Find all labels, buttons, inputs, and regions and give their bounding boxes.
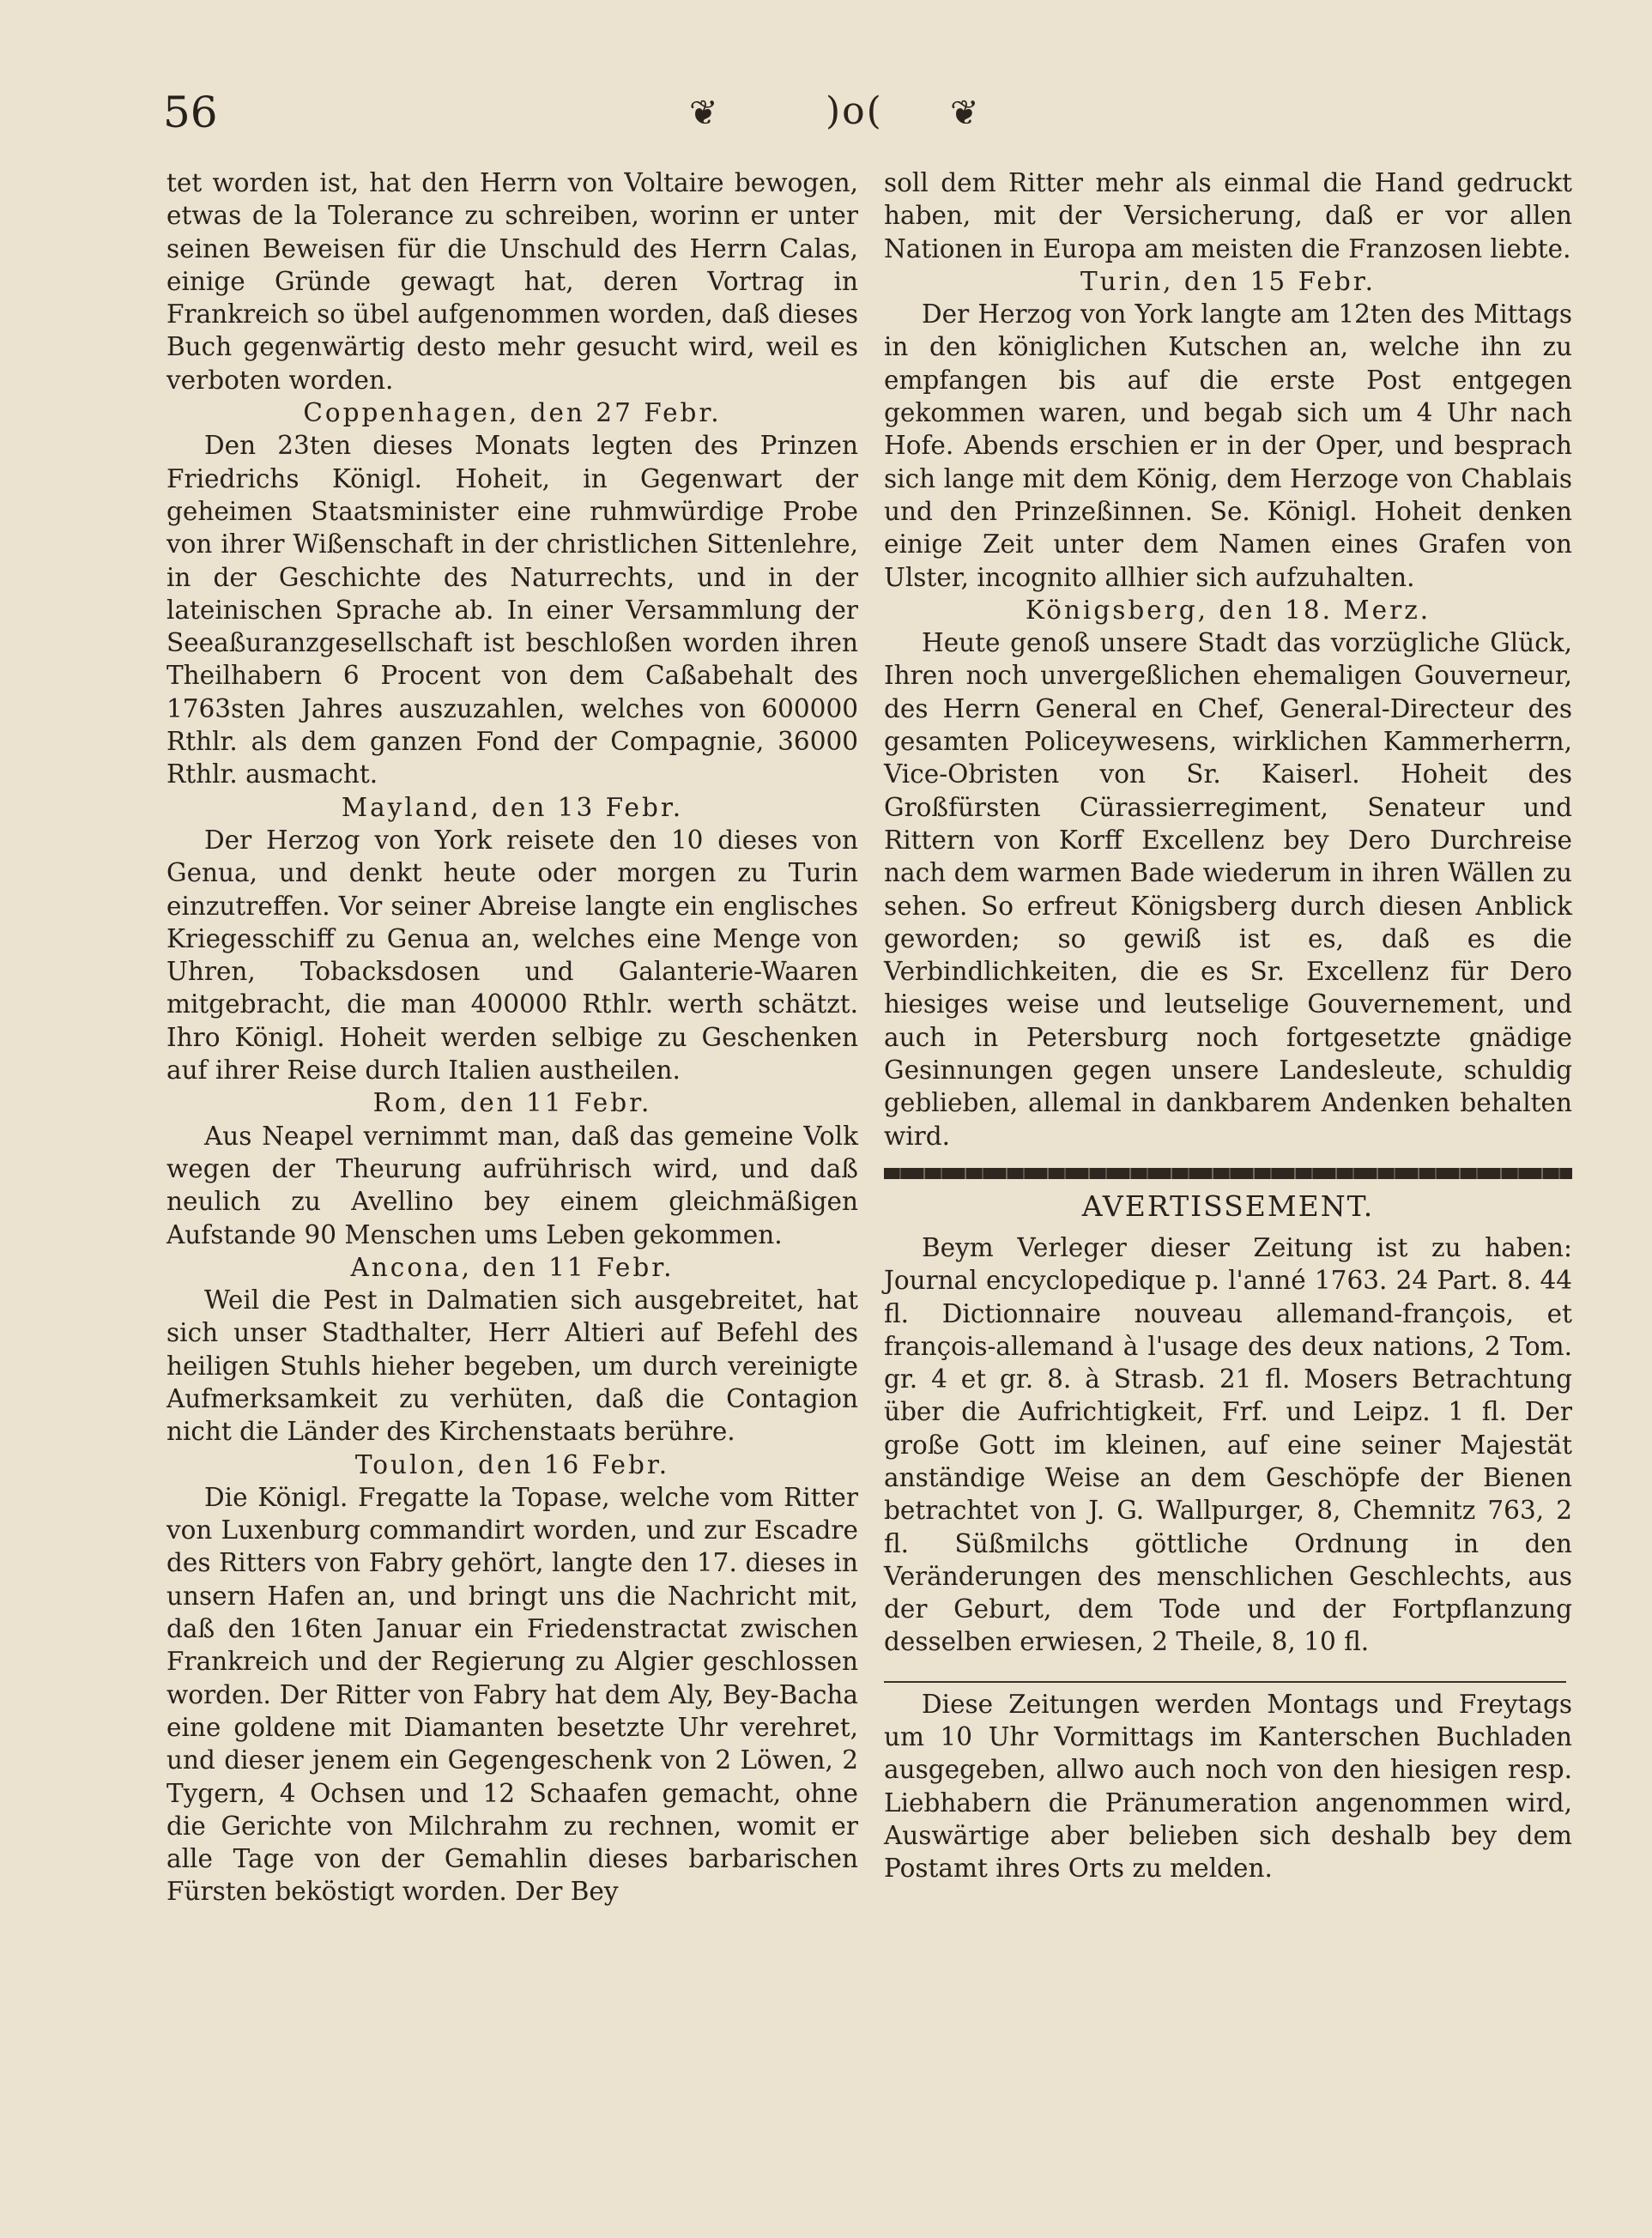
ancona-dateline: Ancona, den 11 Febr. bbox=[350, 1252, 675, 1282]
avertissement-heading: AVERTISSEMENT. bbox=[1081, 1189, 1375, 1223]
shell-ornament-icon: ❦ bbox=[950, 94, 979, 133]
center-ornament: )o( bbox=[826, 89, 883, 133]
page-number: 56 bbox=[163, 88, 218, 137]
shell-ornament-icon: ❦ bbox=[689, 94, 718, 133]
rom-dateline: Rom, den 11 Febr. bbox=[372, 1088, 652, 1118]
publication-notice: Diese Zeitungen werden Montags und Freytags um 10 Uhr Vormittags im Kanterschen Buchladen ausgegeben, allwo auch noch von den hiesigen resp. Liebhabern die Pränumeration angenommen wird, Auswärtige aber belieben sich deshalb bey dem Postamt ihres Orts zu melden. bbox=[884, 1689, 1572, 1884]
voltaire-article-continuation: tet worden ist, hat den Herrn von Voltaire bewogen, etwas de la Tolerance zu schreiben, worinn er unter seinen Beweisen für die Unschuld des Herrn Calas, einige Gründe gewagt hat, deren Vortrag in Frankreich so übel aufgenommen worden, daß dieses Buch gegenwärtig desto mehr gesucht wird, weil es verboten worden. bbox=[166, 168, 858, 395]
koenigsberg-article: Heute genoß unsere Stadt das vorzügliche Glück, Ihren noch unvergeßlichen ehemaligen Gouverneur, des Herrn General en Chef, General-Directeur des gesamten Policeywesens, wirklichen Kammerherrn, Vice-Obristen von Sr. Kaiserl. Hoheit des Großfürsten Cürassierregiment, Senateur und Rittern von Korff Excellenz bey Dero Durchreise nach dem warmen Bade wiederum in ihren Wällen zu sehen. So erfreut Königsberg durch diesen Anblick geworden; so gewiß ist es, daß es die Verbindlichkeiten, die es Sr. Excellenz für Dero hiesiges weise und leutselige Gouvernement, und auch in Petersburg noch fortgesetzte gnädige Gesinnungen gegen unsere Landesleute, schuldig geblieben, allemal in dankbarem Andenken behalten wird. bbox=[884, 628, 1572, 1151]
toulon-article: Die Königl. Fregatte la Topase, welche vom Ritter von Luxenburg commandirt worden, und zur Escadre des Ritters von Fabry gehört, langte den 17. dieses in unsern Hafen an, und bringt uns die Nachricht mit, daß den 16ten Januar ein Friedenstractat zwischen Frankreich und der Regierung zu Algier geschlossen worden. Der Ritter von Fabry hat dem Aly, Bey-Bacha eine goldene mit Diamanten besetzte Uhr verehret, und dieser jenem ein Gegengeschenk von 2 Löwen, 2 Tygern, 4 Ochsen und 12 Schaafen gemacht, ohne die Gerichte von Milchrahm zu rechnen, womit er alle Tage von der Gemahlin dieses barbarischen Fürsten beköstigt worden. Der Bey bbox=[166, 1482, 858, 1907]
mayland-dateline: Mayland, den 13 Febr. bbox=[341, 792, 684, 822]
toulon-article-continuation: soll dem Ritter mehr als einmal die Hand gedruckt haben, mit der Versicherung, daß er vor allen Nationen in Europa am meisten die Franzosen liebte. bbox=[884, 168, 1572, 263]
turin-article: Der Herzog von York langte am 12ten des Mittags in den königlichen Kutschen an, welche ihn zu empfangen bis auf die erste Post entgegen gekommen waren, und begab sich um 4 Uhr nach Hofe. Abends erschien er in der Oper, und besprach sich lange mit dem König, dem Herzoge von Chablais und den Prinzeßinnen. Se. Königl. Hoheit denken einige Zeit unter dem Namen eines Grafen von Ulster, incognito allhier sich aufzuhalten. bbox=[884, 299, 1572, 592]
copenhagen-dateline: Coppenhagen, den 27 Febr. bbox=[303, 398, 722, 428]
left-column bbox=[166, 166, 858, 1908]
turin-dateline: Turin, den 15 Febr. bbox=[1080, 266, 1377, 296]
toulon-dateline: Toulon, den 16 Febr. bbox=[354, 1449, 670, 1479]
rom-article: Aus Neapel vernimmt man, daß das gemeine Volk wegen der Theurung aufrührisch wird, und daß neulich zu Avellino bey einem gleichmäßigen Aufstande 90 Menschen ums Leben gekommen. bbox=[166, 1121, 858, 1249]
koenigsberg-dateline: Königsberg, den 18. Merz. bbox=[1025, 595, 1431, 625]
section-divider bbox=[884, 1168, 1572, 1179]
ancona-article: Weil die Pest in Dalmatien sich ausgebreitet, hat sich unser Stadthalter, Herr Altieri auf Befehl des heiligen Stuhls hieher begeben, um durch vereinigte Aufmerksamkeit zu verhüten, daß die Contagion nicht die Länder des Kirchenstaats berühre. bbox=[166, 1285, 858, 1447]
copenhagen-article: Den 23ten dieses Monats legten des Prinzen Friedrichs Königl. Hoheit, in Gegenwart der geheimen Staatsminister eine ruhmwürdige Probe von ihrer Wißenschaft in der christlichen Sittenlehre, in der Geschichte des Naturrechts, und in der lateinischen Sprache ab. In einer Versammlung der Seeaßuranzgesellschaft ist beschloßen worden ihren Theilhabern 6 Procent von dem Caßabehalt des 1763sten Jahres auszuzahlen, welches von 600000 Rthlr. als dem ganzen Fond der Compagnie, 36000 Rthlr. ausmacht. bbox=[166, 431, 858, 789]
right-column bbox=[884, 166, 1572, 1885]
notice-divider bbox=[884, 1681, 1566, 1683]
mayland-article: Der Herzog von York reisete den 10 dieses von Genua, und denkt heute oder morgen zu Turin einzutreffen. Vor seiner Abreise langte ein englisches Kriegesschiff zu Genua an, welches eine Menge von Uhren, Tobacksdosen und Galanterie-Waaren mitgebracht, die man 400000 Rthlr. werth schätzt. Ihro Königl. Hoheit werden selbige zu Geschenken auf ihrer Reise durch Italien austheilen. bbox=[166, 825, 858, 1086]
avertissement-text: Beym Verleger dieser Zeitung ist zu haben: Journal encyclopedique p. l'anné 1763. 24 Part. 8. 44 fl. Dictionnaire nouveau allemand-françois, et françois-allemand à l'usage des deux nations, 2 Tom. gr. 4 et gr. 8. à Strasb. 21 fl. Mosers Betrachtung über die Aufrichtigkeit, Frf. und Leipz. 1 fl. Der große Gott im kleinen, auf eine seiner Majestät anständige Weise an dem Geschöpfe der Bienen betrachtet von J. G. Wallpurger, 8, Chemnitz 763, 2 fl. Süßmilchs göttliche Ordnung in den Veränderungen des menschlichen Geschlechts, aus der Geburt, dem Tode und der Fortpflanzung desselben erwiesen, 2 Theile, 8, 10 fl. bbox=[884, 1232, 1572, 1657]
